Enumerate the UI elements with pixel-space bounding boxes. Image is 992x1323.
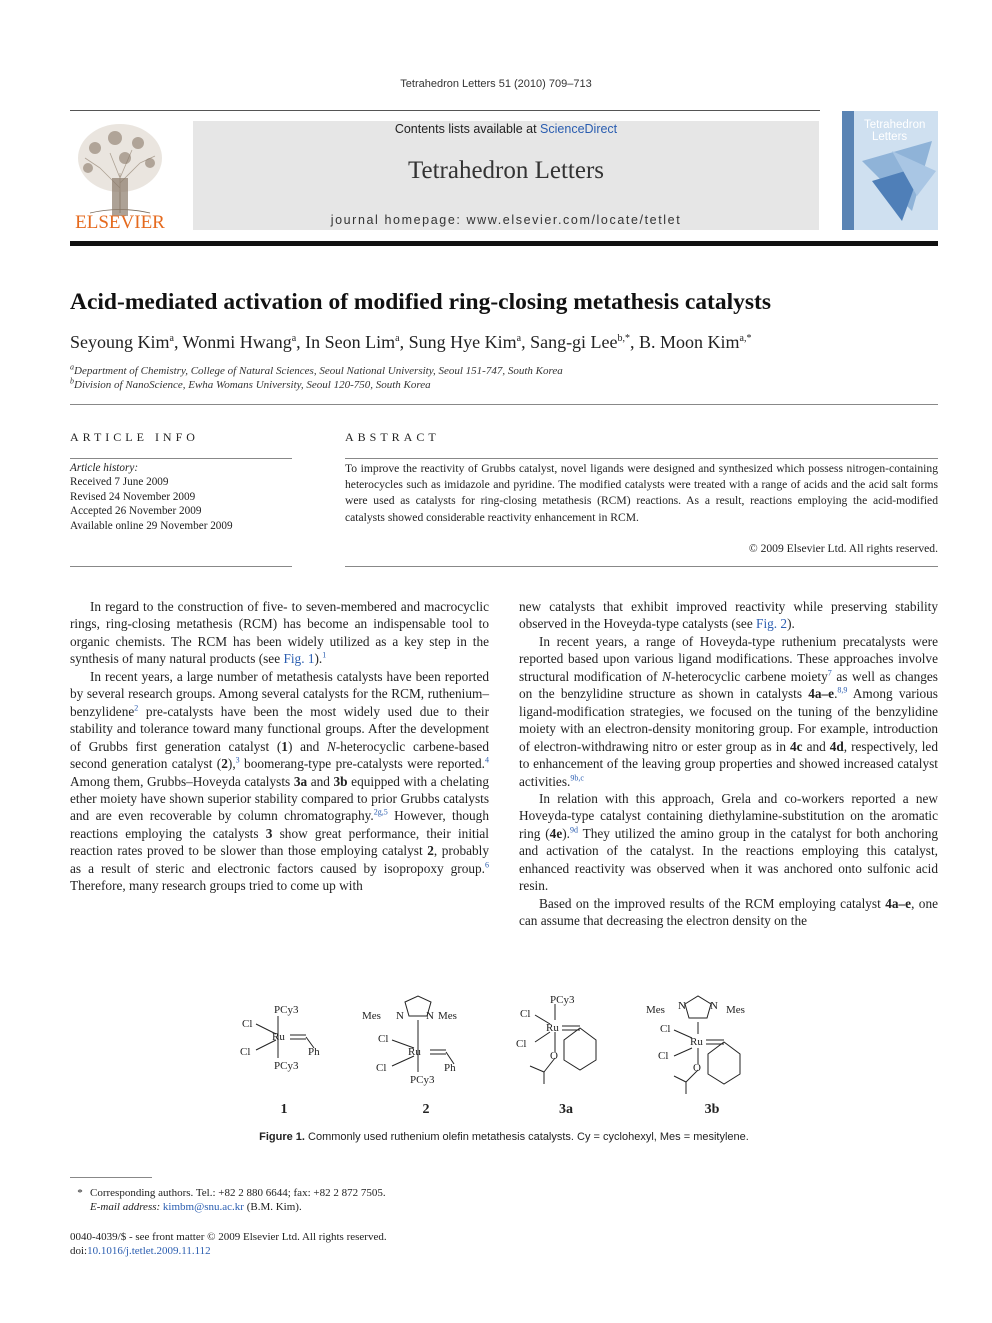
- journal-citation: Tetrahedron Letters 51 (2010) 709–713: [400, 78, 592, 90]
- text: N: [326, 738, 336, 754]
- atom-label: N: [396, 1010, 404, 1022]
- caption-text: Commonly used ruthenium olefin metathesis catalysts. Cy = cyclohexyl, Mes = mesitylene.: [304, 1131, 749, 1143]
- compound-ref: 3b: [333, 773, 348, 789]
- email-link[interactable]: kimbm@snu.ac.kr: [162, 1201, 244, 1213]
- figure-caption: [70, 1131, 938, 1143]
- atom-label: Mes: [726, 1004, 745, 1016]
- text: In regard to the construction of five- to seven-membered and macrocyclic rings, ring-closing metathesis (RCM) has become an indispensable tool to organic chemists. The RCM has been widely utilized as a key step in the synthesis of many natural products (see: [70, 599, 489, 667]
- text: ).: [562, 825, 570, 841]
- text: ) and: [287, 738, 327, 754]
- contents-line: [193, 121, 819, 136]
- divider: [70, 458, 292, 459]
- abstract-heading: ABSTRACT: [345, 430, 440, 444]
- compound-label: 2: [422, 1102, 430, 1117]
- atom-label: Cl: [520, 1008, 531, 1020]
- doi-link[interactable]: 10.1016/j.tetlet.2009.11.112: [87, 1245, 211, 1257]
- compound-label: 3b: [704, 1102, 720, 1117]
- text: Among them, Grubbs–Hoveyda catalysts: [70, 773, 294, 789]
- issn-line: 0040-4039/$ - see front matter © 2009 Elsevier Ltd. All rights reserved.: [70, 1231, 387, 1243]
- text: N: [662, 668, 671, 684]
- affil-text: Division of NanoScience, Ewha Womans University, Seoul 120-750, South Korea: [74, 379, 431, 391]
- ref-link[interactable]: 6: [485, 860, 489, 870]
- ref-link[interactable]: 7: [827, 668, 832, 678]
- compound-ref: 2: [427, 843, 434, 859]
- atom-label: Mes: [438, 1010, 457, 1022]
- divider: [345, 566, 938, 567]
- paragraph: [70, 598, 489, 668]
- text: They utilized the amino group in the catalyst for both anchoring and activation of the catalyst. In the reactions employing this catalyst, enhanced reactivity was observed when it was anchored onto sulfonic acid resin.: [519, 825, 938, 894]
- atom-label: N: [710, 1000, 718, 1012]
- corresponding-text: Corresponding authors. Tel.: +82 2 880 6644; fax: +82 2 872 7505.: [90, 1187, 386, 1199]
- text: Therefore, many research groups tried to come up with: [70, 878, 363, 894]
- atom-label: O: [550, 1050, 558, 1062]
- atom-label: Mes: [646, 1004, 665, 1016]
- homepage-prefix: journal homepage:: [330, 213, 467, 227]
- affil-sup: b: [70, 376, 74, 386]
- compound-ref: 4d: [829, 738, 844, 754]
- received-date: Received 7 June 2009: [70, 476, 169, 489]
- divider: [345, 458, 938, 459]
- text: However, though reactions employing the catalysts: [70, 808, 489, 841]
- atom-label: Ru: [272, 1031, 285, 1043]
- atom-label: PCy3: [274, 1004, 299, 1016]
- author-sup: a: [395, 333, 400, 344]
- ref-link[interactable]: 9b,c: [570, 773, 584, 783]
- compound-ref: 4a–e: [885, 895, 912, 911]
- paragraph: [519, 790, 938, 895]
- text: equipped with a chelating ether moiety have shown superior stability compared to prior Grubbs catalysts and are even recoverable by column chromatography.: [70, 773, 490, 824]
- compound-ref: 2: [221, 756, 228, 772]
- abstract-text: To improve the reactivity of Grubbs catalyst, novel ligands were designed and synthesized which possess nitrogen-containing heterocycles such as imidazole and pyridine. The modified catalysts were treated with a range of acids and the acid salt forms were used as catalysts for ring-closing metathesis (RCM) reactions. As a result, reactions employing the acid-modified catalysts showed considerable reactivity enhancement in RCM.: [345, 462, 938, 524]
- fig-link[interactable]: Fig. 1: [283, 651, 315, 667]
- atom-label: Cl: [516, 1038, 527, 1050]
- affil-sup: a: [70, 362, 74, 372]
- text: , one can assume that decreasing the electron density on the: [519, 895, 938, 929]
- ref-link[interactable]: 2: [134, 703, 139, 713]
- atom-label: PCy3: [550, 994, 575, 1006]
- atom-label: N: [678, 1000, 686, 1012]
- text: -heterocyclic carbene moiety: [670, 668, 828, 684]
- atom-label: Ph: [444, 1062, 456, 1074]
- author-list: Seyoung Kim$^a$, Wonmi Hwang$^a$, In Seon Lim$^a$, Sung Hye Kim$^a$, Sang-gi Lee$^{b,*}$, B. Moon Kim$^{a,*}$: [70, 332, 752, 352]
- atom-label: Ru: [690, 1036, 703, 1048]
- author-sup: a: [516, 333, 522, 344]
- fig-link[interactable]: Fig. 2: [756, 616, 788, 632]
- atom-label: Cl: [242, 1018, 253, 1030]
- atom-label: Cl: [660, 1023, 671, 1035]
- divider: [70, 404, 938, 405]
- paragraph: [70, 668, 489, 895]
- text: In relation with this approach, Grela and co-workers reported a new Hoveyda-type catalyst containing diethylamine-substitution on the aromatic ring (: [519, 790, 938, 841]
- atom-label: PCy3: [410, 1074, 435, 1086]
- text: pre-catalysts have been the most widely used due to their stability and tolerance toward many functional groups. After the development of Grubbs first generation catalyst (: [70, 703, 489, 754]
- journal-homepage: [193, 213, 819, 227]
- affiliation-a: [70, 362, 563, 377]
- author-sup: a: [291, 333, 297, 344]
- accepted-date: Accepted 26 November 2009: [70, 505, 202, 518]
- header-thick-rule: [70, 241, 938, 246]
- compound-ref: 1: [281, 738, 288, 754]
- footnote-email: [90, 1201, 302, 1213]
- atom-label: O: [693, 1062, 701, 1074]
- journal-cover: [842, 111, 938, 230]
- text: In recent years, a large number of metathesis catalysts have been reported by several research groups. Among several catalysts for the RCM, ruthenium–benzylidene: [70, 668, 489, 719]
- footnote-rule: [70, 1177, 152, 1178]
- email-label: E-mail address:: [90, 1201, 161, 1213]
- footnote-corresponding: [70, 1187, 386, 1199]
- elsevier-logo: [70, 118, 170, 234]
- ref-link[interactable]: 3: [235, 755, 240, 765]
- text: ),: [227, 756, 236, 772]
- figure-1: [230, 990, 790, 1120]
- author: Seyoung Kim: [70, 332, 170, 352]
- paragraph: [519, 895, 938, 930]
- atom-label: PCy3: [274, 1060, 299, 1072]
- ref-link[interactable]: 4: [484, 755, 489, 765]
- body-right-column: [519, 598, 938, 930]
- author: In Seon Lim: [305, 332, 396, 352]
- paragraph: [519, 598, 938, 633]
- author-sup: a,*: [739, 333, 752, 344]
- ref-link[interactable]: 9d: [570, 825, 578, 835]
- email-name: (B.M. Kim).: [243, 1201, 302, 1213]
- caption-label: Figure 1.: [259, 1131, 305, 1143]
- author: Sung Hye Kim: [408, 332, 517, 352]
- text: and: [307, 773, 334, 789]
- compound-ref: 3: [265, 825, 273, 841]
- atom-label: Ru: [408, 1046, 421, 1058]
- article-title: Acid-mediated activation of modified ring-closing metathesis catalysts: [70, 289, 772, 315]
- author: Sang-gi Lee: [530, 332, 618, 352]
- affil-text: Department of Chemistry, College of Natural Sciences, Seoul National University, Seoul 151-747, South Korea: [74, 365, 563, 377]
- atom-label: Mes: [362, 1010, 381, 1022]
- ref-link[interactable]: 1: [322, 650, 327, 660]
- text: ).: [314, 651, 323, 667]
- text: new catalysts that exhibit improved reactivity while preserving stability observed in the Hoveyda-type catalysts (see: [519, 599, 938, 632]
- text: boomerang-type pre-catalysts were reported.: [239, 756, 485, 772]
- compound-ref: 4a–e: [808, 686, 835, 702]
- compound-ref: 4c: [790, 738, 803, 754]
- atom-label: Cl: [378, 1033, 389, 1045]
- cover-title-2: Letters: [872, 131, 908, 143]
- text: In recent years, a range of Hoveyda-type ruthenium precatalysts were reported based upon various ligand modifications. These approaches involve structural modification of: [519, 633, 938, 684]
- elsevier-logo-text: ELSEVIER: [75, 212, 165, 233]
- compound-ref: 3a: [293, 773, 308, 789]
- text: , respectively, led to enhancement of the leaving group properties and showed increased catalyst activities.: [519, 738, 938, 789]
- text: and: [802, 738, 830, 754]
- atom-label: Ru: [546, 1022, 559, 1034]
- doi-line: [70, 1245, 211, 1257]
- atom-label: Cl: [376, 1062, 387, 1074]
- author-sup: b,*: [617, 333, 631, 344]
- author: Wonmi Hwang: [182, 332, 292, 352]
- body-left-column: [70, 598, 489, 895]
- text: Among various ligand-modification strategies, we focused on the tuning of the benzylidine moiety with an electron-density monitoring group. For example, introduction of electron-withdrawing nitro or ester group as in: [519, 686, 938, 754]
- footnote-star: *: [77, 1187, 83, 1199]
- text: -heterocyclic carbene-based second generation catalyst (: [70, 738, 489, 772]
- homepage-url[interactable]: www.elsevier.com/locate/tetlet: [466, 213, 682, 227]
- article-info-heading: ARTICLE INFO: [70, 430, 199, 444]
- sciencedirect-link[interactable]: ScienceDirect: [540, 122, 618, 136]
- ref-link[interactable]: 8,9: [837, 685, 848, 695]
- contents-prefix: Contents lists available at: [394, 122, 541, 136]
- history-label: Article history:: [70, 462, 139, 474]
- cover-title-1: Tetrahedron: [864, 119, 926, 131]
- atom-label: Cl: [240, 1046, 251, 1058]
- divider: [70, 566, 292, 567]
- journal-banner: [193, 121, 819, 230]
- doi-label: doi:: [70, 1245, 88, 1257]
- paragraph: [519, 633, 938, 790]
- online-date: Available online 29 November 2009: [70, 519, 233, 532]
- author-sup: a: [169, 333, 174, 344]
- text: show great performance, their initial reaction rates proved to be slower than those employing catalyst: [70, 825, 489, 859]
- abstract-copyright: © 2009 Elsevier Ltd. All rights reserved.: [748, 542, 938, 555]
- affiliation-b: [70, 376, 431, 391]
- author: B. Moon Kim: [639, 332, 740, 352]
- text: , probably as a result of steric and electronic factors caused by isopropoxy group.: [70, 843, 490, 876]
- compound-ref: 4e: [549, 825, 563, 841]
- text: Based on the improved results of the RCM employing catalyst: [539, 895, 886, 911]
- revised-date: Revised 24 November 2009: [70, 490, 196, 503]
- ref-link[interactable]: 2g,5: [373, 808, 388, 818]
- journal-name: Tetrahedron Letters: [407, 157, 605, 184]
- text: .: [834, 686, 838, 702]
- header-rule: [70, 110, 820, 111]
- atom-label: N: [426, 1010, 434, 1022]
- atom-label: Cl: [658, 1050, 669, 1062]
- text: ).: [787, 616, 795, 632]
- atom-label: Ph: [308, 1046, 320, 1058]
- article-history: [70, 461, 292, 533]
- compound-label: 1: [280, 1102, 288, 1117]
- text: as well as changes on the benzylidine structure as shown in catalysts: [519, 668, 938, 702]
- compound-label: 3a: [559, 1102, 573, 1117]
